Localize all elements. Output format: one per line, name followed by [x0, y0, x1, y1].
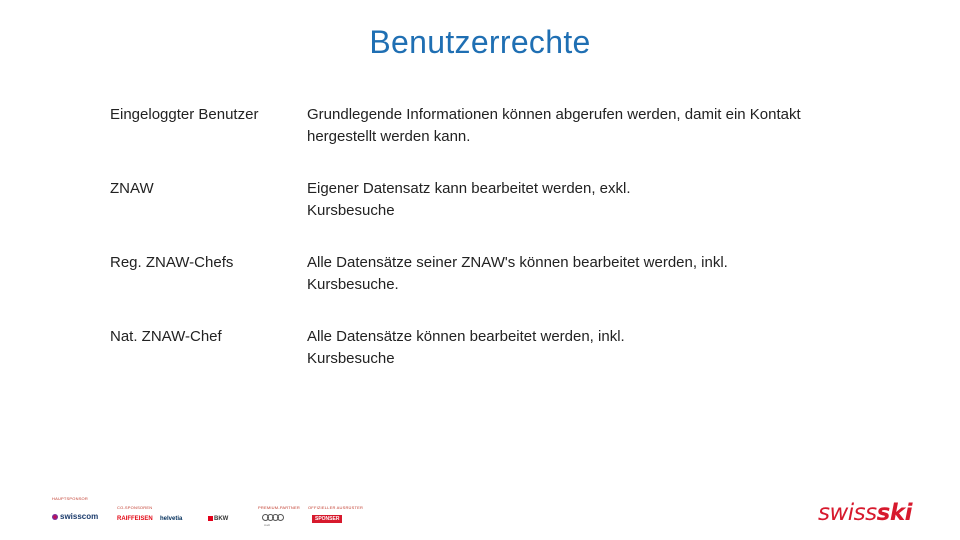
- helvetia-logo: helvetia: [160, 516, 183, 522]
- role-label: Reg. ZNAW-Chefs: [110, 254, 234, 271]
- role-label: Nat. ZNAW-Chef: [110, 328, 222, 345]
- raiffeisen-logo: RAIFFEISEN: [117, 516, 153, 522]
- role-label: Eingeloggter Benutzer: [110, 106, 259, 123]
- page-title: Benutzerrechte: [369, 24, 591, 60]
- role-description: Grundlegende Informationen können abgerufen werden, damit ein Kontakt hergestellt werden kann.: [307, 106, 801, 145]
- sponsor-footer: [0, 490, 960, 540]
- role-label: ZNAW: [110, 180, 154, 197]
- premium-partner-label: PREMIUM-PARTNER: [258, 505, 300, 510]
- bkw-logo: BKW: [208, 516, 228, 522]
- swisscom-icon: [52, 514, 58, 520]
- audi-rings-icon: [262, 514, 282, 523]
- main-sponsor-label: HAUPTSPONSOR: [52, 496, 88, 501]
- co-sponsor-label: CO-SPONSOREN: [117, 505, 153, 510]
- role-description: Alle Datensätze seiner ZNAW's können bearbeitet werden, inkl. Kursbesuche.: [307, 254, 728, 293]
- swisscom-logo: swisscom: [52, 512, 98, 521]
- bkw-icon: [208, 516, 213, 521]
- role-description: Eigener Datensatz kann bearbeitet werden, exkl. Kursbesuche: [307, 180, 631, 219]
- supplier-label: OFFIZIELLER AUSRÜSTER: [308, 505, 364, 510]
- sponser-logo: SPONSER: [312, 515, 342, 523]
- swiss-ski-logo: swissski: [817, 500, 912, 526]
- audi-label: Audi: [264, 523, 271, 527]
- role-description: Alle Datensätze können bearbeitet werden, inkl. Kursbesuche: [307, 328, 625, 367]
